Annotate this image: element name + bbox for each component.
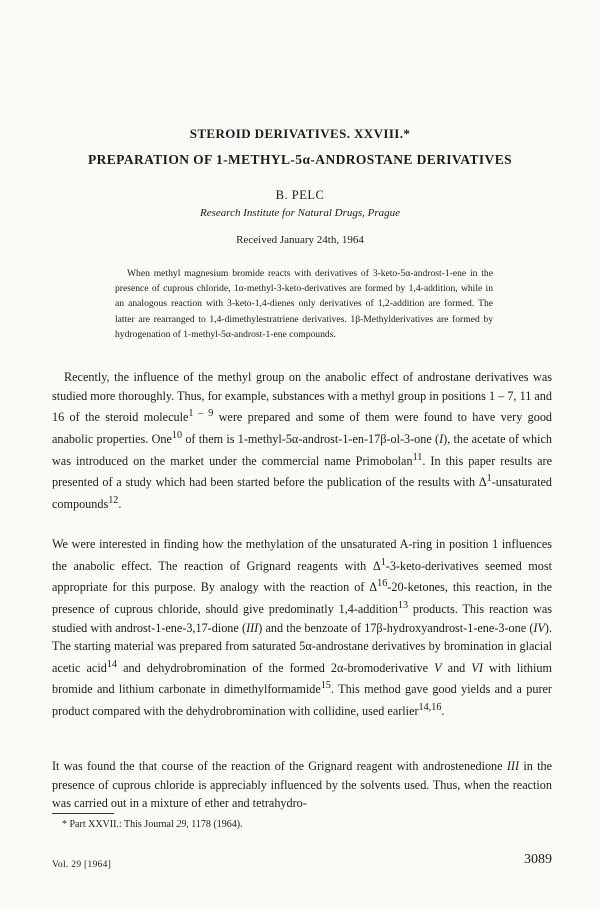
received-date: Received January 24th, 1964 [236, 234, 364, 246]
paper-title: PREPARATION OF 1-METHYL-5α-ANDROSTANE DERIVATIVES [87, 152, 513, 167]
paper-title-series: STEROID DERIVATIVES. XXVIII.* [189, 126, 411, 141]
author-name: B. PELC [275, 188, 325, 202]
body-paragraph-3: It was found the that course of the reaction of the Grignard reagent with androstenedione III in the presence of cuprous chloride is appreciably influenced by the solvents used. Thus, when the reaction was carried out in a mixture of ether and tetrahydro- [52, 759, 552, 811]
footnote: * Part XXVII.: This Journal 29, 1178 (1964). [62, 819, 243, 830]
footnote-divider [52, 813, 114, 814]
abstract: When methyl magnesium bromide reacts with derivatives of 3-keto-5α-androst-1-ene in the presence of cuprous chloride, 1α-methyl-3-keto-derivatives are formed by 1,4-addition, while in an analogous reaction with 3-keto-1,4-dienes only derivatives of 1,2-addition are formed. The latter are rearranged to 1,4-dimethylestratriene derivatives. 1β-Methylderivatives are formed by hydrogenation of 1-methyl-5α-androst-1-ene compounds. [115, 268, 493, 340]
journal-reference: Vol. 29 [1964] [52, 860, 112, 870]
page-number: 3089 [524, 852, 552, 867]
body-paragraph-2: We were interested in finding how the methylation of the unsaturated A-ring in position 1 influences the anabolic effect. The reaction of Grignard reagents with $\Delta^1-3-keto$-derivatives seemed most appropriate for this purpose. By analogy with the reaction of $\Delta^{16}-20$-ketones, this reaction, in the presence of cuprous chloride, should give predominatly 1,4-addition$^{13}$ products. This reaction was studied with androst-1-ene-3,17-dione (III) and the benzoate of 17β-hydroxyandrost-1-ene-3-one (IV). The starting material was prepared from saturated 5α-androstane derivatives by bromination in glacial acetic acid$^{14}$ and dehydrobromination of the formed 2α-bromoderivative V and VI with lithium bromide and lithium carbonate in dimethylformamide$^{15}$. This method gave good yields and a purer product compared with the dehydrobromination with collidine, used earlier$^{14,16}$. [52, 537, 553, 719]
body-paragraph-1: Recently, the influence of the methyl group on the anabolic effect of androstane derivatives was studied more thoroughly. Thus, for example, substances with a methyl group in positions 1 – 7, 11 and 16 of the steroid molecule$^{1 - 9}$ were prepared and some of them were found to have very good anabolic properties. One$^{10}$ of them is 1-methyl-5α-androst-1-en-17β-ol-3-one (I), the acetate of which was introduced on the market under the commercial name Primobolan$^{11}$. In this paper results are presented of a study which had been started before the publication of the results with $\Delta^1$-unsaturated compounds$^{12}$. [52, 370, 553, 511]
author-affiliation: Research Institute for Natural Drugs, Prague [199, 207, 401, 219]
